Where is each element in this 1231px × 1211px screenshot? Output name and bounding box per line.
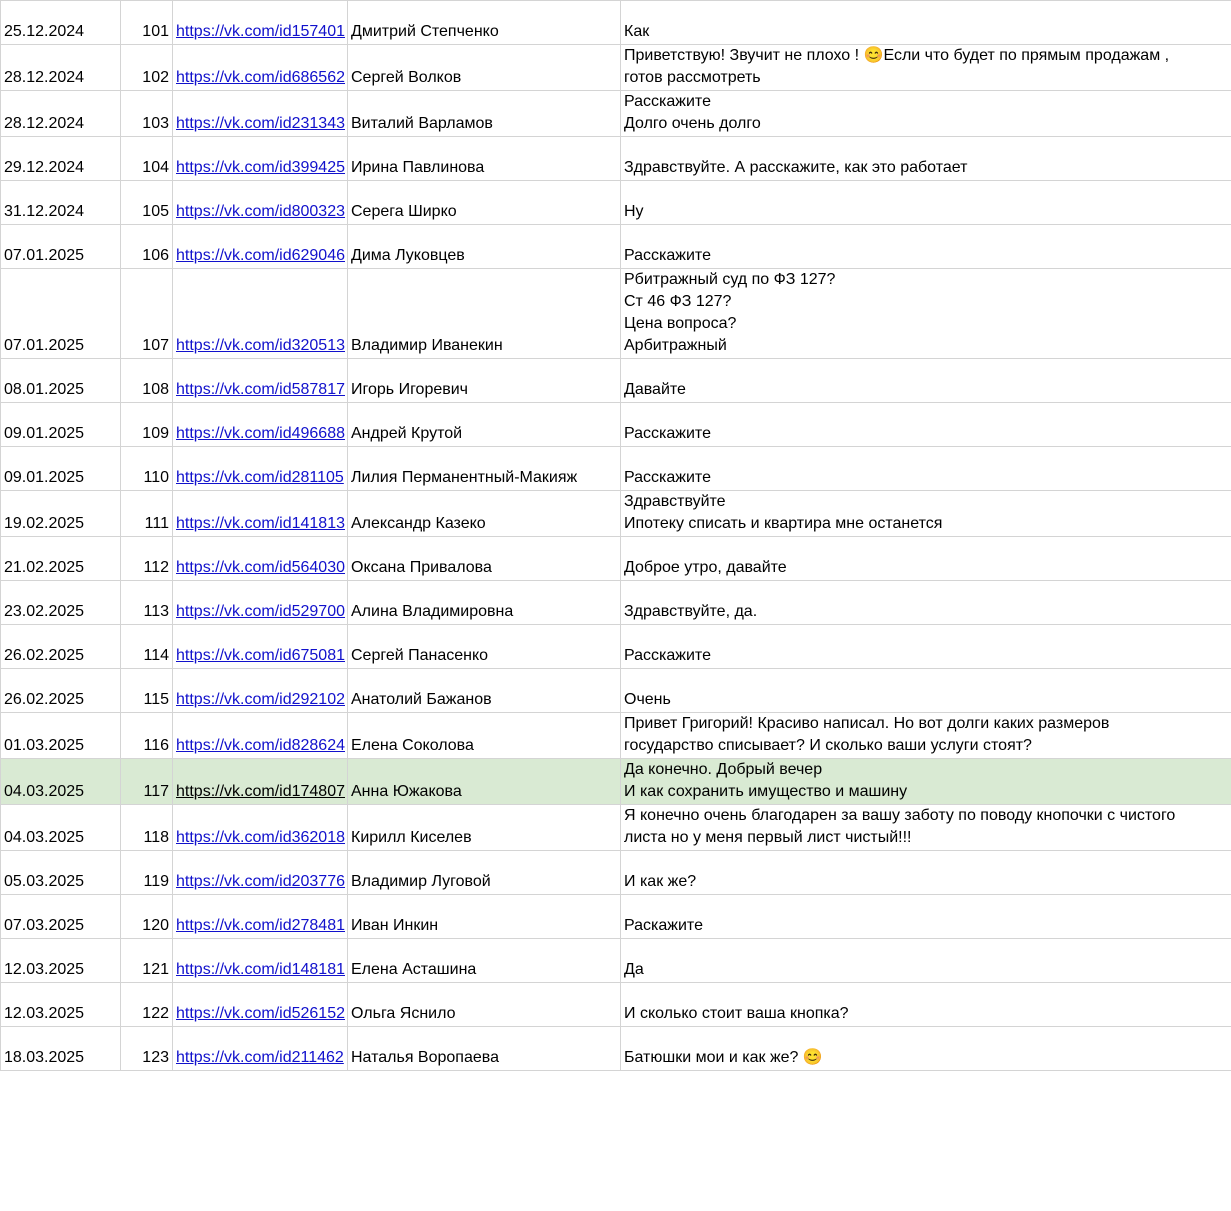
message-line: Очень: [624, 691, 671, 708]
profile-link-cell[interactable]: [173, 1027, 348, 1071]
name-cell[interactable]: Оксана Привалова: [348, 537, 621, 581]
table-row[interactable]: [1, 939, 1231, 983]
message-cell[interactable]: [621, 759, 1231, 805]
name-cell[interactable]: Владимир Иванекин: [348, 269, 621, 359]
message-cell[interactable]: [621, 625, 1231, 669]
message-cell[interactable]: [621, 403, 1231, 447]
message-line: Расскажите: [624, 93, 711, 110]
number-cell[interactable]: 114: [121, 625, 173, 669]
message-line: Ну: [624, 203, 644, 220]
profile-link[interactable]: https://vk.com/id800323: [176, 203, 345, 220]
message-line: Привет Григорий! Красиво написал. Но вот долги каких размеров: [624, 715, 1110, 732]
date-cell[interactable]: 07.03.2025: [1, 895, 121, 939]
message-line: Давайте: [624, 381, 686, 398]
profile-link[interactable]: https://vk.com/id157401: [176, 23, 345, 40]
name-cell[interactable]: Серега Ширко: [348, 181, 621, 225]
message-line: И сколько стоит ваша кнопка?: [624, 1005, 849, 1022]
table-row[interactable]: [1, 625, 1231, 669]
table-row[interactable]: [1, 91, 1231, 137]
name-cell[interactable]: Владимир Луговой: [348, 851, 621, 895]
message-cell[interactable]: [621, 181, 1231, 225]
table-row[interactable]: [1, 537, 1231, 581]
profile-link-cell[interactable]: [173, 447, 348, 491]
date-cell[interactable]: 01.03.2025: [1, 713, 121, 759]
profile-link-cell[interactable]: [173, 225, 348, 269]
message-cell[interactable]: [621, 581, 1231, 625]
message-line: Доброе утро, давайте: [624, 559, 787, 576]
table-row[interactable]: [1, 359, 1231, 403]
date-cell[interactable]: 09.01.2025: [1, 447, 121, 491]
message-line: Я конечно очень благодарен за вашу заботу по поводу кнопочки с чистого: [624, 807, 1176, 824]
number-cell[interactable]: 109: [121, 403, 173, 447]
name-cell[interactable]: Дима Луковцев: [348, 225, 621, 269]
profile-link[interactable]: https://vk.com/id203776: [176, 873, 345, 890]
profile-link-cell[interactable]: [173, 537, 348, 581]
name-cell[interactable]: Ирина Павлинова: [348, 137, 621, 181]
message-cell[interactable]: [621, 359, 1231, 403]
name-cell[interactable]: Андрей Крутой: [348, 403, 621, 447]
date-cell[interactable]: 09.01.2025: [1, 403, 121, 447]
name-cell[interactable]: Анна Южакова: [348, 759, 621, 805]
message-line: Приветствую! Звучит не плохо ! 😊Если что будет по прямым продажам ,: [624, 47, 1170, 64]
table-row[interactable]: [1, 45, 1231, 91]
name-cell[interactable]: Сергей Панасенко: [348, 625, 621, 669]
profile-link[interactable]: https://vk.com/id148181: [176, 961, 345, 978]
profile-link[interactable]: https://vk.com/id526152: [176, 1005, 345, 1022]
profile-link[interactable]: https://vk.com/id278481: [176, 917, 345, 934]
message-cell[interactable]: [621, 939, 1231, 983]
message-line: Расскажите: [624, 247, 711, 264]
number-cell[interactable]: 104: [121, 137, 173, 181]
message-cell[interactable]: [621, 491, 1231, 537]
name-cell[interactable]: Елена Соколова: [348, 713, 621, 759]
date-cell[interactable]: 29.12.2024: [1, 137, 121, 181]
profile-link[interactable]: https://vk.com/id174807: [176, 783, 345, 800]
table-row[interactable]: [1, 759, 1231, 805]
table-row[interactable]: [1, 713, 1231, 759]
message-line: Здравствуйте. А расскажите, как это работает: [624, 159, 968, 176]
date-cell[interactable]: 28.12.2024: [1, 45, 121, 91]
table-row[interactable]: [1, 269, 1231, 359]
number-cell[interactable]: 110: [121, 447, 173, 491]
profile-link[interactable]: https://vk.com/id292102: [176, 691, 345, 708]
message-line: Да конечно. Добрый вечер: [624, 761, 823, 778]
message-cell[interactable]: [621, 537, 1231, 581]
message-line: И как же?: [624, 873, 697, 890]
name-cell[interactable]: Анатолий Бажанов: [348, 669, 621, 713]
name-cell[interactable]: Дмитрий Степченко: [348, 1, 621, 45]
date-cell[interactable]: 04.03.2025: [1, 805, 121, 851]
date-cell[interactable]: 26.02.2025: [1, 669, 121, 713]
table-row[interactable]: [1, 491, 1231, 537]
profile-link[interactable]: https://vk.com/id564030: [176, 559, 345, 576]
table-row[interactable]: [1, 403, 1231, 447]
profile-link-cell[interactable]: [173, 403, 348, 447]
profile-link-cell[interactable]: [173, 939, 348, 983]
name-cell[interactable]: Александр Казеко: [348, 491, 621, 537]
message-line: Расскажите: [624, 469, 711, 486]
profile-link[interactable]: https://vk.com/id828624: [176, 737, 345, 754]
profile-link-cell[interactable]: [173, 45, 348, 91]
table-row[interactable]: [1, 581, 1231, 625]
message-cell[interactable]: [621, 713, 1231, 759]
profile-link-cell[interactable]: [173, 137, 348, 181]
name-cell[interactable]: Елена Асташина: [348, 939, 621, 983]
number-cell[interactable]: 106: [121, 225, 173, 269]
number-cell[interactable]: 111: [121, 491, 173, 537]
number-cell[interactable]: 117: [121, 759, 173, 805]
table-row[interactable]: [1, 1, 1231, 45]
profile-link[interactable]: https://vk.com/id141813: [176, 515, 345, 532]
name-cell[interactable]: Игорь Игоревич: [348, 359, 621, 403]
message-line: Как: [624, 23, 650, 40]
name-cell[interactable]: Ольга Яснило: [348, 983, 621, 1027]
message-line: Расскажите: [624, 647, 711, 664]
number-cell[interactable]: 108: [121, 359, 173, 403]
profile-link[interactable]: https://vk.com/id675081: [176, 647, 345, 664]
message-cell[interactable]: [621, 91, 1231, 137]
message-line: Рбитражный суд по ФЗ 127?: [624, 271, 836, 288]
date-cell[interactable]: 18.03.2025: [1, 1027, 121, 1071]
number-cell[interactable]: 122: [121, 983, 173, 1027]
name-cell[interactable]: Наталья Воропаева: [348, 1027, 621, 1071]
profile-link-cell[interactable]: [173, 91, 348, 137]
profile-link[interactable]: https://vk.com/id281105: [176, 469, 344, 486]
number-cell[interactable]: 118: [121, 805, 173, 851]
message-line: государство списывает? И сколько ваши услуги стоят?: [624, 737, 1032, 754]
date-cell[interactable]: 31.12.2024: [1, 181, 121, 225]
profile-link-cell[interactable]: [173, 1, 348, 45]
table-row[interactable]: [1, 181, 1231, 225]
message-line: Ст 46 ФЗ 127?: [624, 293, 732, 310]
message-cell[interactable]: [621, 805, 1231, 851]
profile-link[interactable]: https://vk.com/id587817: [176, 381, 345, 398]
profile-link[interactable]: https://vk.com/id529700: [176, 603, 345, 620]
profile-link-cell[interactable]: [173, 759, 348, 805]
profile-link[interactable]: https://vk.com/id629046: [176, 247, 345, 264]
date-cell[interactable]: 25.12.2024: [1, 1, 121, 45]
number-cell[interactable]: 102: [121, 45, 173, 91]
date-cell[interactable]: 07.01.2025: [1, 269, 121, 359]
date-cell[interactable]: 07.01.2025: [1, 225, 121, 269]
number-cell[interactable]: 120: [121, 895, 173, 939]
profile-link[interactable]: https://vk.com/id231343: [176, 115, 345, 132]
number-cell[interactable]: 113: [121, 581, 173, 625]
message-line: Арбитражный: [624, 337, 727, 354]
date-cell[interactable]: 21.02.2025: [1, 537, 121, 581]
message-cell[interactable]: [621, 225, 1231, 269]
number-cell[interactable]: 101: [121, 1, 173, 45]
date-cell[interactable]: 19.02.2025: [1, 491, 121, 537]
date-cell[interactable]: 23.02.2025: [1, 581, 121, 625]
profile-link[interactable]: https://vk.com/id320513: [176, 337, 345, 354]
date-cell[interactable]: 08.01.2025: [1, 359, 121, 403]
table-row[interactable]: [1, 851, 1231, 895]
table-row[interactable]: [1, 137, 1231, 181]
table-row[interactable]: [1, 1027, 1231, 1071]
table-row[interactable]: [1, 669, 1231, 713]
number-cell[interactable]: 116: [121, 713, 173, 759]
date-cell[interactable]: 12.03.2025: [1, 939, 121, 983]
message-line: Ипотеку списать и квартира мне останется: [624, 515, 943, 532]
message-cell[interactable]: [621, 1027, 1231, 1071]
message-cell[interactable]: [621, 45, 1231, 91]
number-cell[interactable]: 105: [121, 181, 173, 225]
name-cell[interactable]: Иван Инкин: [348, 895, 621, 939]
number-cell[interactable]: 107: [121, 269, 173, 359]
message-line: Долго очень долго: [624, 115, 761, 132]
profile-link[interactable]: https://vk.com/id496688: [176, 425, 345, 442]
profile-link-cell[interactable]: [173, 181, 348, 225]
number-cell[interactable]: 115: [121, 669, 173, 713]
name-cell[interactable]: Виталий Варламов: [348, 91, 621, 137]
message-line: Здравствуйте: [624, 493, 726, 510]
table-row[interactable]: [1, 983, 1231, 1027]
number-cell[interactable]: 121: [121, 939, 173, 983]
profile-link-cell[interactable]: [173, 805, 348, 851]
message-line: Расскажите: [624, 425, 711, 442]
profile-link-cell[interactable]: [173, 359, 348, 403]
number-cell[interactable]: 123: [121, 1027, 173, 1071]
profile-link-cell[interactable]: [173, 983, 348, 1027]
profile-link[interactable]: https://vk.com/id686562: [176, 69, 345, 86]
table-row[interactable]: [1, 447, 1231, 491]
message-line: листа но у меня первый лист чистый!!!: [624, 829, 912, 846]
number-cell[interactable]: 112: [121, 537, 173, 581]
number-cell[interactable]: 119: [121, 851, 173, 895]
message-line: готов рассмотреть: [624, 69, 761, 86]
date-cell[interactable]: 12.03.2025: [1, 983, 121, 1027]
message-line: Цена вопроса?: [624, 315, 737, 332]
message-cell[interactable]: [621, 851, 1231, 895]
message-line: И как сохранить имущество и машину: [624, 783, 908, 800]
profile-link-cell[interactable]: [173, 851, 348, 895]
message-cell[interactable]: [621, 983, 1231, 1027]
profile-link-cell[interactable]: [173, 491, 348, 537]
table-row[interactable]: [1, 895, 1231, 939]
date-cell[interactable]: 04.03.2025: [1, 759, 121, 805]
profile-link[interactable]: https://vk.com/id362018: [176, 829, 345, 846]
profile-link-cell[interactable]: [173, 713, 348, 759]
name-cell[interactable]: Сергей Волков: [348, 45, 621, 91]
name-cell[interactable]: Лилия Перманентный-Макияж: [348, 447, 621, 491]
profile-link-cell[interactable]: [173, 669, 348, 713]
date-cell[interactable]: 05.03.2025: [1, 851, 121, 895]
table-row[interactable]: [1, 225, 1231, 269]
message-cell[interactable]: [621, 1, 1231, 45]
spreadsheet-body: [1, 1, 1231, 1071]
table-row[interactable]: [1, 805, 1231, 851]
message-cell[interactable]: [621, 137, 1231, 181]
message-cell[interactable]: [621, 447, 1231, 491]
date-cell[interactable]: 26.02.2025: [1, 625, 121, 669]
number-cell[interactable]: 103: [121, 91, 173, 137]
profile-link-cell[interactable]: [173, 895, 348, 939]
profile-link-cell[interactable]: [173, 269, 348, 359]
message-cell[interactable]: [621, 895, 1231, 939]
message-line: Да: [624, 961, 644, 978]
message-cell[interactable]: [621, 669, 1231, 713]
profile-link-cell[interactable]: [173, 625, 348, 669]
message-cell[interactable]: [621, 269, 1231, 359]
profile-link-cell[interactable]: [173, 581, 348, 625]
name-cell[interactable]: Алина Владимировна: [348, 581, 621, 625]
profile-link[interactable]: https://vk.com/id399425: [176, 159, 345, 176]
message-line: Батюшки мои и как же? 😊: [624, 1049, 823, 1066]
message-line: Здравствуйте, да.: [624, 603, 758, 620]
name-cell[interactable]: Кирилл Киселев: [348, 805, 621, 851]
profile-link[interactable]: https://vk.com/id211462: [176, 1049, 344, 1066]
message-line: Раскажите: [624, 917, 703, 934]
date-cell[interactable]: 28.12.2024: [1, 91, 121, 137]
